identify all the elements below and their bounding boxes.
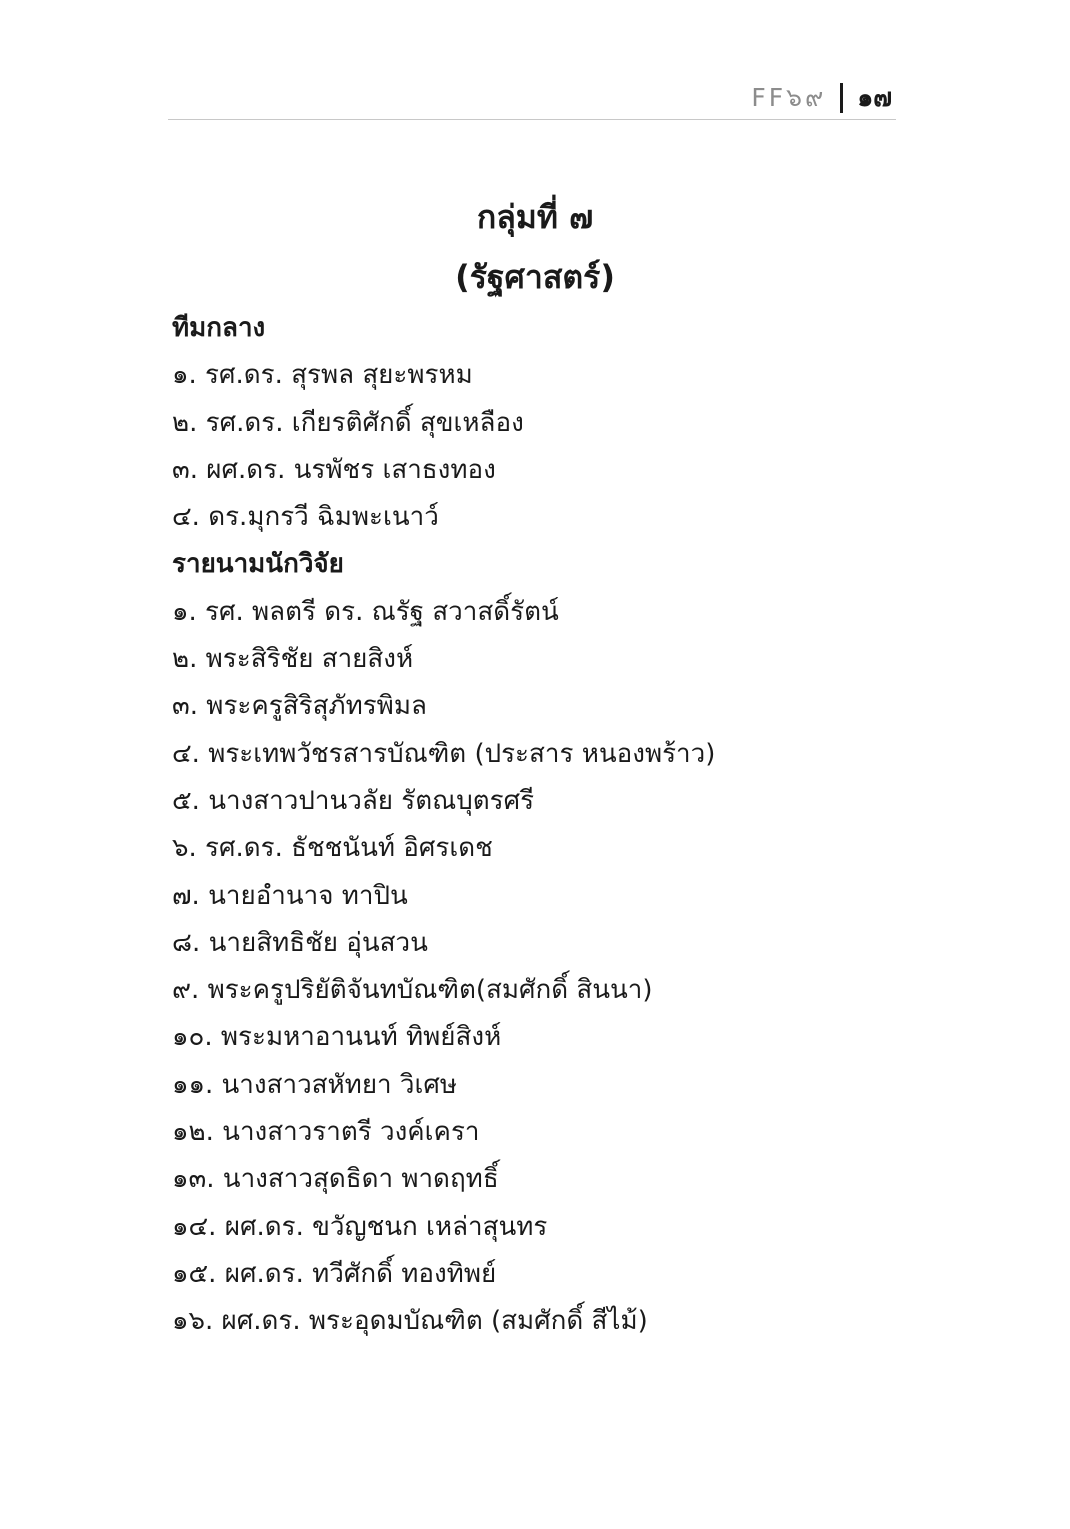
group-subtitle: (รัฐศาสตร์) [455, 258, 615, 296]
central-team-member: ๒. รศ.ดร. เกียรติศักดิ์ สุขเหลือง [172, 407, 524, 438]
page-number: ๑๗ [857, 83, 892, 112]
researchers-heading: รายนามนักวิจัย [172, 549, 344, 580]
researcher-item: ๙. พระครูปริยัติจันทบัณฑิต(สมศักดิ์ สินนา) [172, 975, 653, 1006]
researcher-item: ๑๑. นางสาวสหัทยา วิเศษ [172, 1069, 458, 1100]
researcher-item: ๘. นายสิทธิชัย อุ่นสวน [172, 927, 428, 958]
header-rule [168, 119, 896, 120]
researcher-item: ๒. พระสิริชัย สายสิงห์ [172, 644, 414, 675]
researcher-item: ๑๐. พระมหาอานนท์ ทิพย์สิงห์ [172, 1022, 502, 1053]
central-team-heading: ทีมกลาง [172, 313, 266, 343]
central-team-member: ๓. ผศ.ดร. นรพัชร เสาธงทอง [172, 454, 496, 485]
document-code: FF๖๙ [751, 83, 827, 112]
central-team-member: ๔. ดร.มุกรวี ฉิมพะเนาว์ [172, 502, 439, 533]
researcher-item: ๑๕. ผศ.ดร. ทวีศักดิ์ ทองทิพย์ [172, 1258, 497, 1289]
researcher-item: ๑๓. นางสาวสุดธิดา พาดฤทธิ์ [172, 1164, 499, 1195]
group-title: กลุ่มที่ ๗ [476, 198, 594, 236]
header-right [751, 78, 892, 118]
researcher-item: ๔. พระเทพวัชรสารบัณฑิต (ประสาร หนองพร้าว) [172, 738, 716, 769]
researcher-item: ๗. นายอำนาจ ทาปิน [172, 880, 408, 911]
researcher-item: ๑๒. นางสาวราตรี วงค์เครา [172, 1117, 480, 1148]
header-separator [840, 83, 843, 113]
researcher-item: ๑. รศ. พลตรี ดร. ณรัฐ สวาสดิ์รัตน์ [172, 596, 559, 627]
researcher-item: ๕. นางสาวปานวลัย รัตณบุตรศรี [172, 785, 535, 816]
page-header [168, 78, 896, 120]
researcher-item: ๑๔. ผศ.ดร. ขวัญชนก เหล่าสุนทร [172, 1211, 548, 1242]
researcher-item: ๖. รศ.ดร. ธัชชนันท์ อิศรเดช [172, 833, 493, 864]
researcher-item: ๓. พระครูสิริสุภัทรพิมล [172, 691, 427, 722]
member-lists [172, 305, 972, 1346]
researcher-item: ๑๖. ผศ.ดร. พระอุดมบัณฑิต (สมศักดิ์ สีไม้) [172, 1306, 648, 1337]
central-team-member: ๑. รศ.ดร. สุรพล สุยะพรหม [172, 360, 473, 391]
